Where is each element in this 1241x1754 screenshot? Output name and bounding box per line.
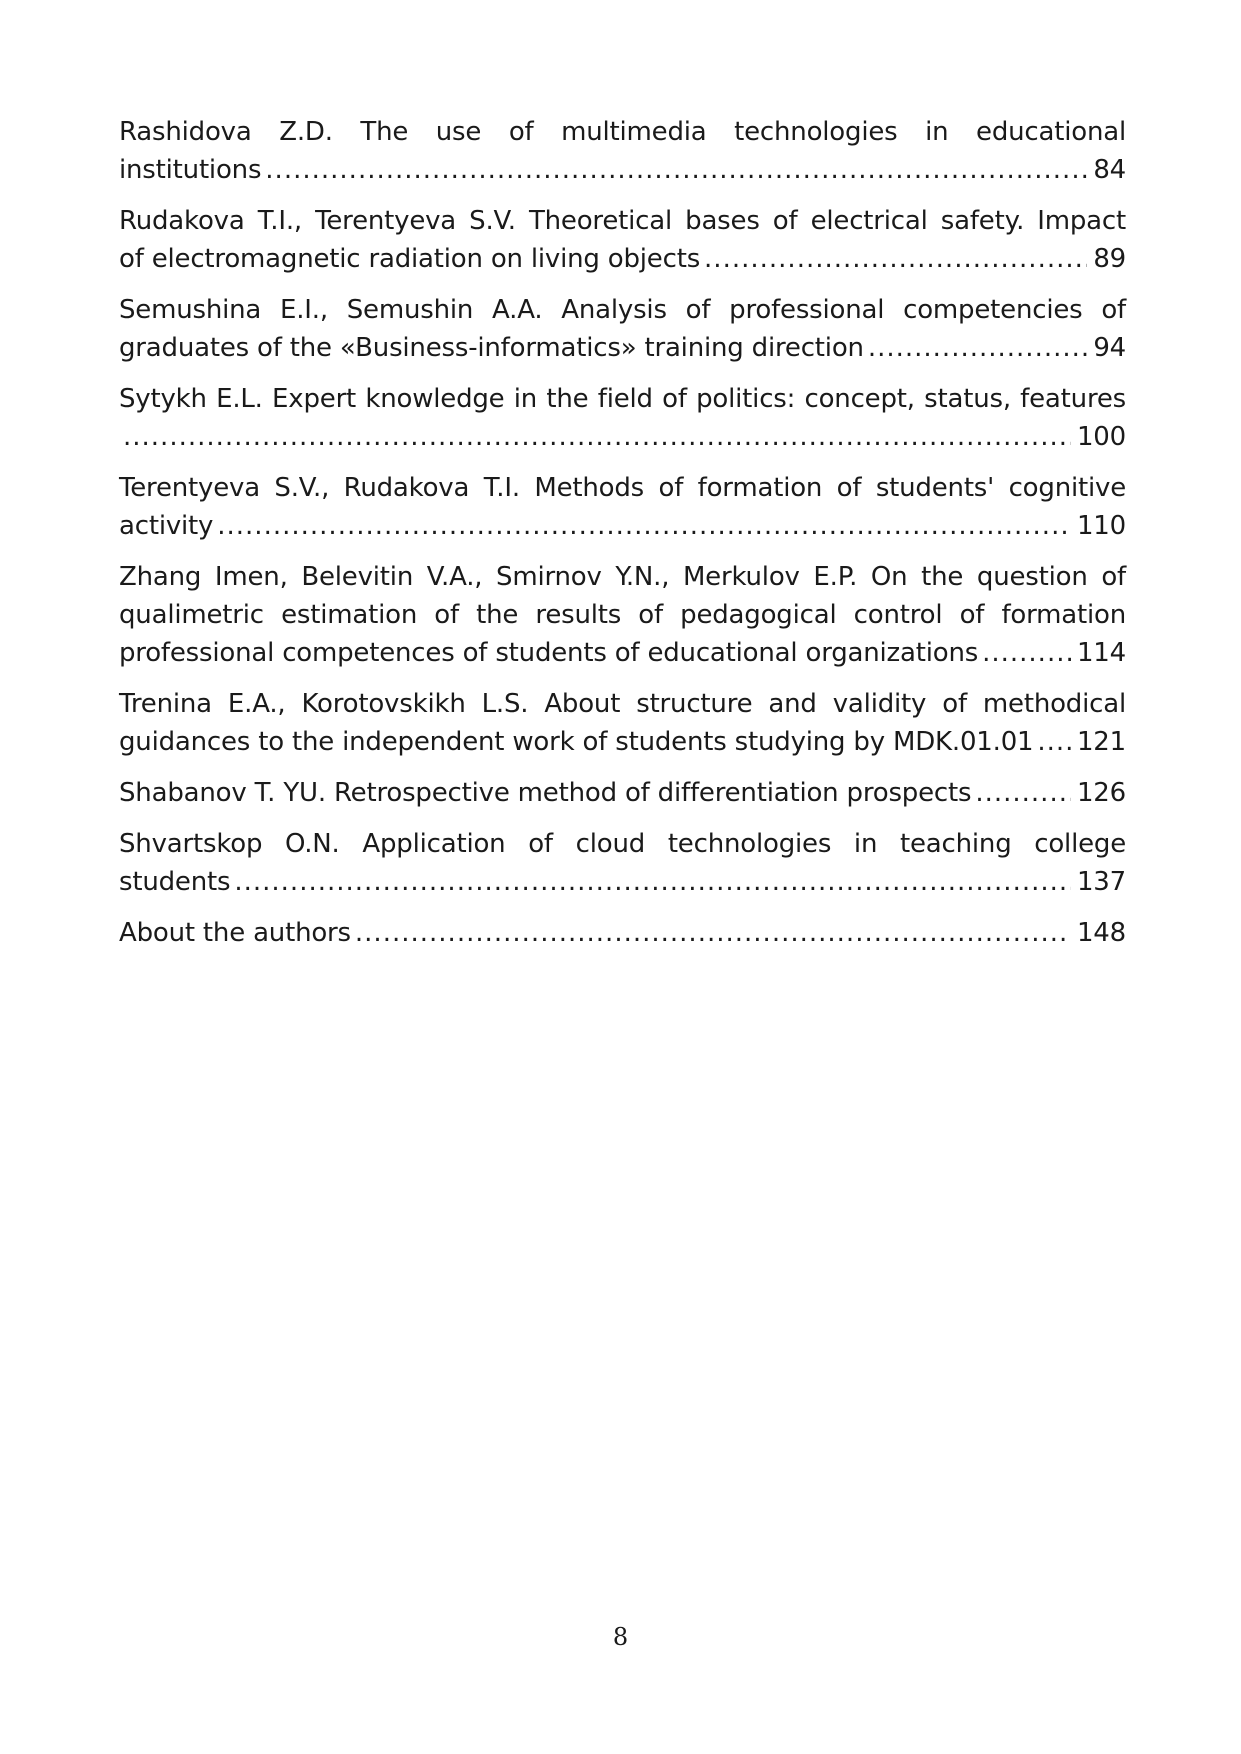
toc-entry-title-end: Shabanov T. YU. Retrospective method of differentiation prospects [119,778,972,808]
toc-entry-last-line [119,914,1126,952]
toc-entry-last-line [119,634,1126,672]
toc-entry-title: Rashidova Z.D. The use of multimedia technologies in educational [119,117,1126,147]
toc-entry-last-line [119,329,1126,367]
dot-leader [1037,723,1071,761]
toc-entry-title: Trenina E.A., Korotovskikh L.S. About structure and validity of methodical [119,689,1126,719]
toc-page-number: 121 [1076,727,1126,757]
toc-page-number: 84 [1093,155,1126,185]
toc-page-number: 148 [1076,918,1126,948]
toc-entry-title-end: About the authors [119,918,351,948]
toc-entry-last-line [119,723,1126,761]
toc-entry-title-end: professional competences of students of educational organizations [119,638,979,668]
toc-entry-last-line [119,774,1126,812]
toc-entry [119,380,1126,456]
toc-entry-title-end: graduates of the «Business-informatics» training direction [119,333,864,363]
toc-entry-title-end: activity [119,511,214,541]
table-of-contents [119,113,1126,965]
toc-entry [119,774,1126,812]
toc-entry-last-line [119,418,1126,456]
dot-leader [265,151,1087,189]
toc-entry-title-end: of electromagnetic radiation on living objects [119,244,701,274]
toc-entry-title-end: guidances to the independent work of students studying by MDK.01.01 [119,727,1034,757]
toc-entry [119,113,1126,189]
toc-page-number: 89 [1093,244,1126,274]
toc-page-number: 110 [1076,511,1126,541]
dot-leader [217,507,1071,545]
toc-entry-title: qualimetric estimation of the results of pedagogical control of formation [119,600,1126,630]
toc-entry [119,914,1126,952]
dot-leader [123,418,1071,456]
toc-entry-last-line [119,240,1126,278]
toc-page-number: 126 [1076,778,1126,808]
toc-entry [119,469,1126,545]
toc-entry-title: Rudakova T.I., Terentyeva S.V. Theoretical bases of electrical safety. Impact [119,206,1126,236]
toc-entry [119,291,1126,367]
toc-entry-title: Semushina E.I., Semushin A.A. Analysis of professional competencies of [119,295,1126,325]
toc-entry [119,202,1126,278]
toc-page-number: 100 [1076,422,1126,452]
toc-entry-title: Zhang Imen, Belevitin V.A., Smirnov Y.N., Merkulov E.P. On the question of [119,562,1126,592]
footer-page-number: 8 [612,1623,629,1651]
toc-entry [119,558,1126,672]
dot-leader [868,329,1088,367]
toc-entry-title: Shvartskop O.N. Application of cloud technologies in teaching college [119,829,1126,859]
toc-entry-title: Sytykh E.L. Expert knowledge in the field of politics: concept, status, features [119,384,1126,414]
dot-leader [355,914,1071,952]
toc-entry-title-end: students [119,867,231,897]
toc-entry [119,685,1126,761]
toc-page-number: 137 [1076,867,1126,897]
dot-leader [704,240,1087,278]
toc-entry-title-end: institutions [119,155,262,185]
toc-entry [119,825,1126,901]
toc-entry-last-line [119,507,1126,545]
dot-leader [982,634,1071,672]
dot-leader [234,863,1071,901]
toc-entry-title: Terentyeva S.V., Rudakova T.I. Methods of formation of students' cognitive [119,473,1126,503]
toc-page-number: 94 [1093,333,1126,363]
toc-entry-last-line [119,151,1126,189]
toc-entry-last-line [119,863,1126,901]
dot-leader [975,774,1071,812]
toc-page-number: 114 [1076,638,1126,668]
